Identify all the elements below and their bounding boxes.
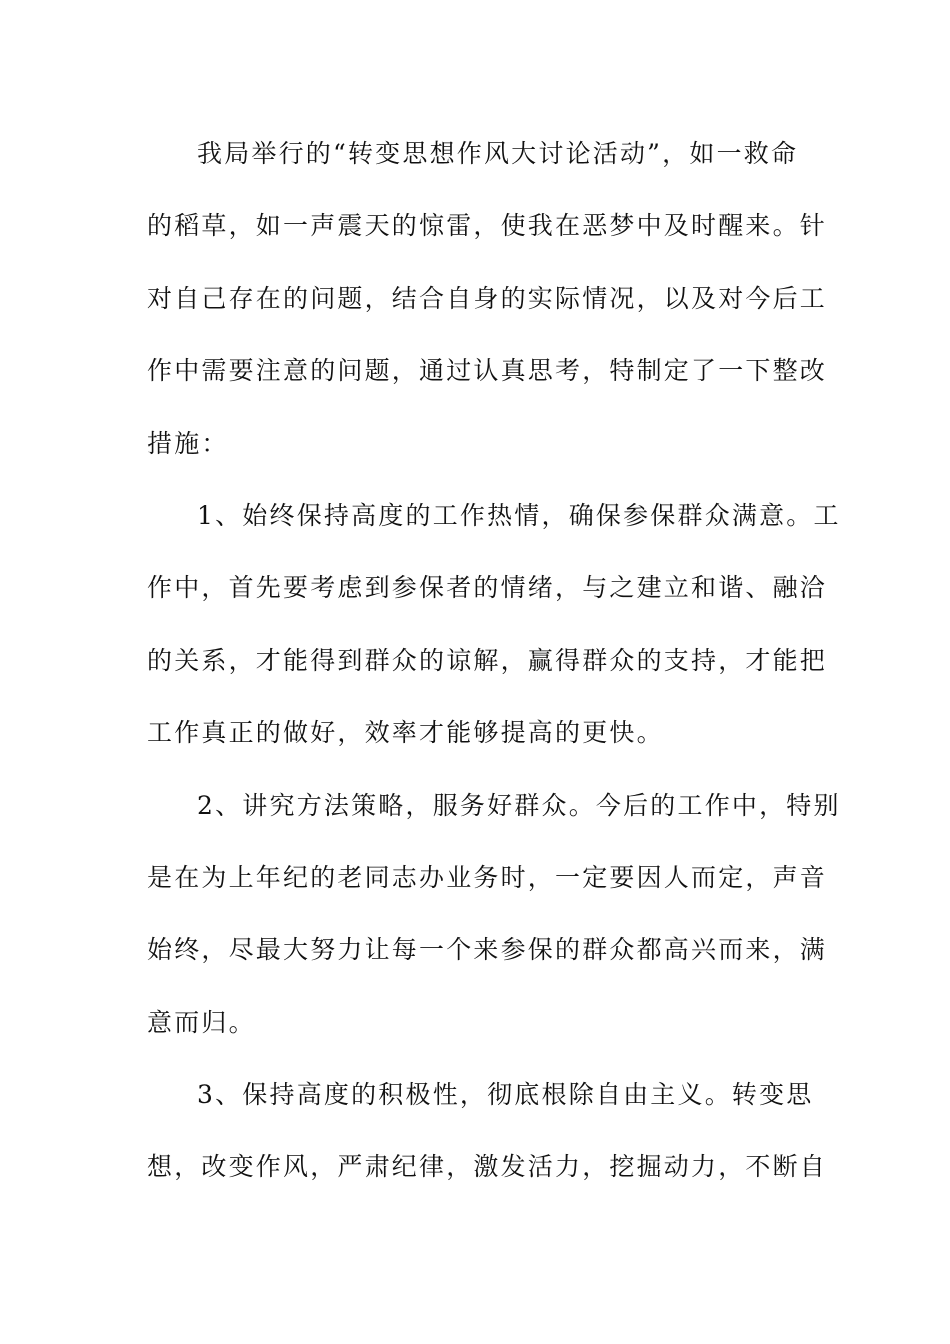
text-line: 我局举行的“转变思想作风大讨论活动”，如一救命 (197, 139, 799, 168)
text-line: 的关系，才能得到群众的谅解，赢得群众的支持，才能把 (147, 645, 828, 675)
paragraph-item-3 (147, 1067, 828, 1212)
text-line: 始终，尽最大努力让每一个来参保的群众都高兴而来，满 (147, 935, 828, 965)
text-line: 的稻草，如一声震天的惊雷，使我在恶梦中及时醒来。针 (147, 211, 828, 241)
text-line: 对自己存在的问题，结合自身的实际情况，以及对今后工 (147, 283, 828, 313)
text-line: 作中，首先要考虑到参保者的情绪，与之建立和谐、融洽 (147, 573, 828, 603)
text-line: 意而归。 (147, 1007, 256, 1037)
paragraph-item-1 (147, 488, 841, 778)
text-line: 3、保持高度的积极性，彻底根除自由主义。转变思 (197, 1080, 814, 1110)
text-line: 措施： (147, 428, 229, 458)
text-line: 工作真正的做好，效率才能够提高的更快。 (147, 718, 664, 748)
text-line: 1、始终保持高度的工作热情，确保参保群众满意。工 (197, 500, 841, 530)
text-line: 是在为上年纪的老同志办业务时，一定要因人而定，声音 (147, 862, 828, 892)
paragraph-intro (147, 126, 828, 488)
paragraph-item-2 (147, 778, 841, 1068)
text-line: 想，改变作风，严肃纪律，激发活力，挖掘动力，不断自 (147, 1152, 828, 1182)
document-body (147, 126, 841, 1212)
text-line: 2、讲究方法策略，服务好群众。今后的工作中，特别 (197, 790, 841, 820)
text-line: 作中需要注意的问题，通过认真思考，特制定了一下整改 (147, 356, 828, 386)
